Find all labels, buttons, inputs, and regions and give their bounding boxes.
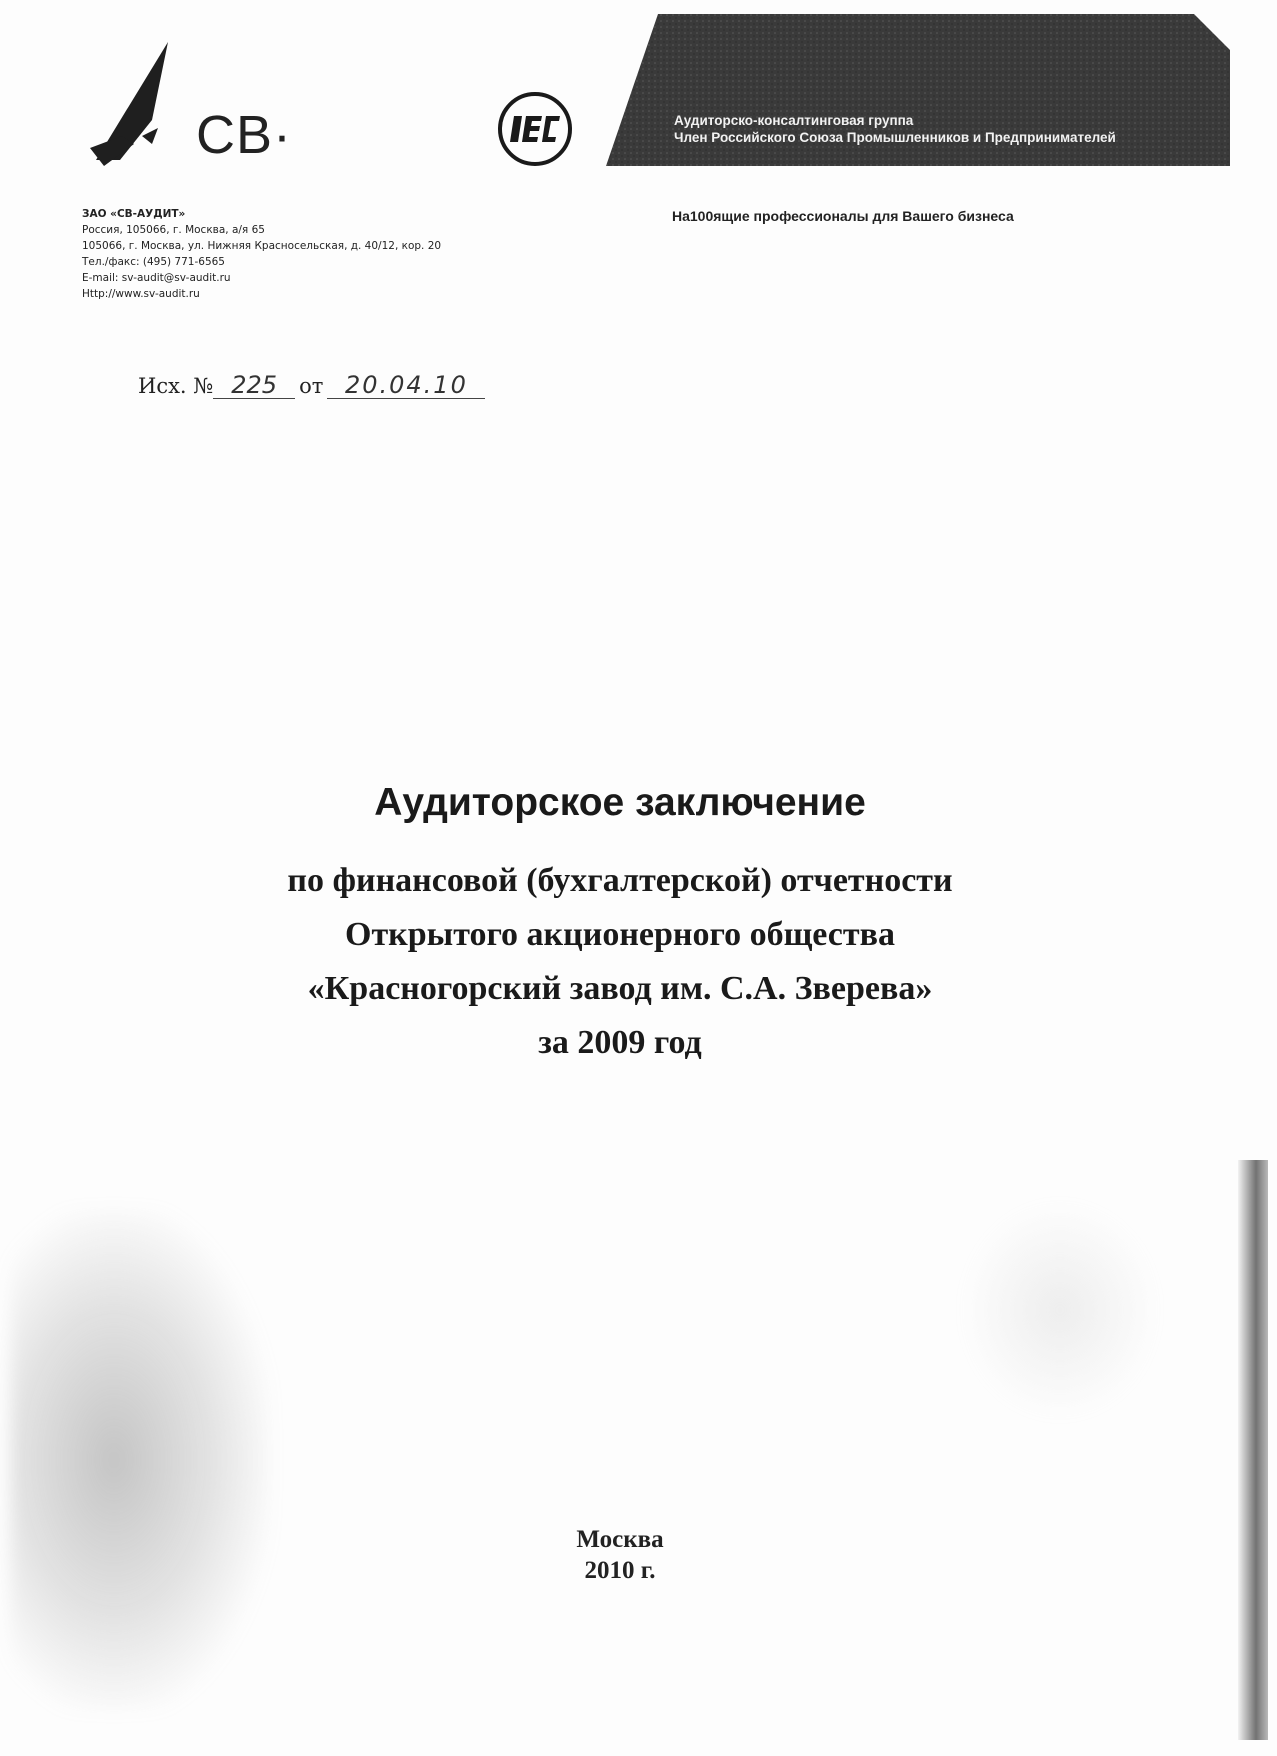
company-name: ЗАО «СВ-АУДИТ» bbox=[82, 208, 186, 220]
banner-line-membership: Член Российского Союза Промышленников и Предпринимателей bbox=[674, 130, 1116, 145]
title-line-company-name: «Красногорский завод им. С.А. Зверева» bbox=[307, 970, 933, 1007]
outgoing-date: 20.04.10 bbox=[327, 372, 485, 399]
footer-place-date bbox=[500, 1524, 740, 1586]
outgoing-prefix: Исх. № bbox=[138, 374, 214, 398]
scan-smudge-light bbox=[960, 1200, 1160, 1420]
footer-year: 2010 г. bbox=[584, 1557, 656, 1584]
company-address-street: 105066, г. Москва, ул. Нижняя Красносельская, д. 40/12, кор. 20 bbox=[82, 240, 442, 252]
title-line-period: за 2009 год bbox=[538, 1024, 702, 1061]
iec-logo-icon bbox=[496, 90, 574, 168]
title-block bbox=[100, 780, 1140, 1070]
sv-logo-text: СВ· bbox=[196, 105, 292, 165]
company-website: Http://www.sv-audit.ru bbox=[82, 288, 200, 300]
company-details bbox=[82, 206, 441, 302]
company-address-po: Россия, 105066, г. Москва, а/я 65 bbox=[82, 224, 265, 236]
outgoing-from-label: от bbox=[299, 374, 324, 398]
outgoing-number: 225 bbox=[213, 372, 295, 399]
company-phone: Тел./факс: (495) 771-6565 bbox=[82, 256, 225, 268]
document-title: Аудиторское заключение bbox=[374, 781, 866, 824]
scan-edge-shadow bbox=[1238, 1160, 1268, 1740]
title-line-subject: по финансовой (бухгалтерской) отчетности bbox=[287, 862, 953, 899]
slogan: На100ящие профессионалы для Вашего бизнеса bbox=[672, 208, 1014, 224]
footer-city: Москва bbox=[576, 1526, 664, 1553]
title-line-company-type: Открытого акционерного общества bbox=[345, 916, 895, 953]
banner-line-group: Аудиторско-консалтинговая группа bbox=[674, 113, 914, 128]
company-email: E-mail: sv-audit@sv-audit.ru bbox=[82, 272, 231, 284]
banner-text bbox=[674, 112, 1116, 146]
outgoing-reference bbox=[138, 372, 485, 399]
scan-smudge bbox=[10, 1210, 270, 1710]
